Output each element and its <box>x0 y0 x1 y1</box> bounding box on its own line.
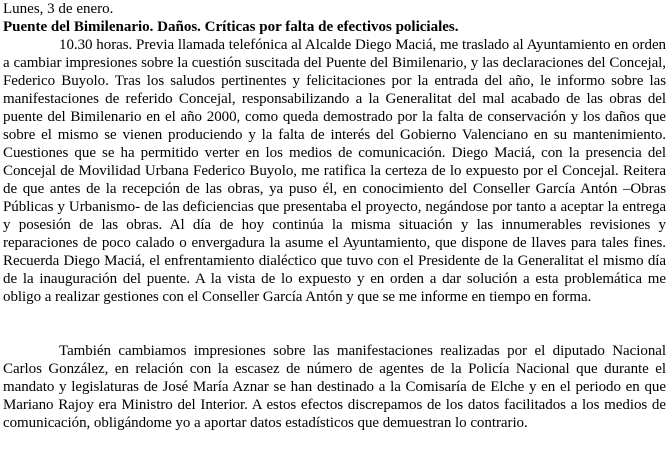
paragraph-spacer <box>3 306 666 342</box>
entry-date: Lunes, 3 de enero. <box>3 1 114 17</box>
body-paragraph-2: También cambiamos impresiones sobre las manifestaciones realizadas por el diputado Nacional Carlos González, en relación con la escasez de número de agentes de la Policía Nacional que durante el mandato y legislaturas de José María Aznar se han destinado a la Comisaría de Elche y en el periodo en que Mariano Rajoy era Ministro del Interior. A estos efectos discrepamos de los datos facilitados a los medios de comunicación, obligándome yo a aportar datos estadísticos que demuestran lo contrario. <box>3 343 666 431</box>
body-paragraph-1: 10.30 horas. Previa llamada telefónica al Alcalde Diego Maciá, me traslado al Ayuntamiento en orden a cambiar impresiones sobre la cuestión suscitada del Puente del Bimilenario, y las declaraciones del Concejal, Federico Buyolo. Tras los saludos pertinentes y felicitaciones por la entrada del año, le informo sobre las manifestaciones de referido Concejal, responsabilizando a la Generalitat del mal acabado de las obras del puente del Bimilenario en el año 2000, como queda demostrado por la falta de conservación y los daños que sobre el mismo se vienen produciendo y la falta de interés del Gobierno Valenciano en su mantenimiento. Cuestiones que se ha permitido verter en los medios de comunicación. Diego Maciá, con la presencia del Concejal de Movilidad Urbana Federico Buyolo, me ratifica la certeza de lo expuesto por el Concejal. Reitera de que antes de la recepción de las obras, ya puso él, en conocimiento del Conseller García Antón –Obras Públicas y Urbanismo- de las deficiencias que presentaba el proyecto, negándose por tanto a aceptar la entrega y posesión de las obras. Al día de hoy continúa la misma situación y las innumerables revisiones y reparaciones de poco calado o envergadura la asume el Ayuntamiento, que dispone de llaves para tales fines. Recuerda Diego Maciá, el enfrentamiento dialéctico que tuvo con el Presidente de la Generalitat el mismo día de la inauguración del puente. A la vista de lo expuesto y en orden a dar solución a esta problemática me obligo a realizar gestiones con el Conseller García Antón y que se me informe en tiempo en forma. <box>3 37 666 305</box>
entry-headline: Puente del Bimilenario. Daños. Críticas por falta de efectivos policiales. <box>3 19 459 35</box>
